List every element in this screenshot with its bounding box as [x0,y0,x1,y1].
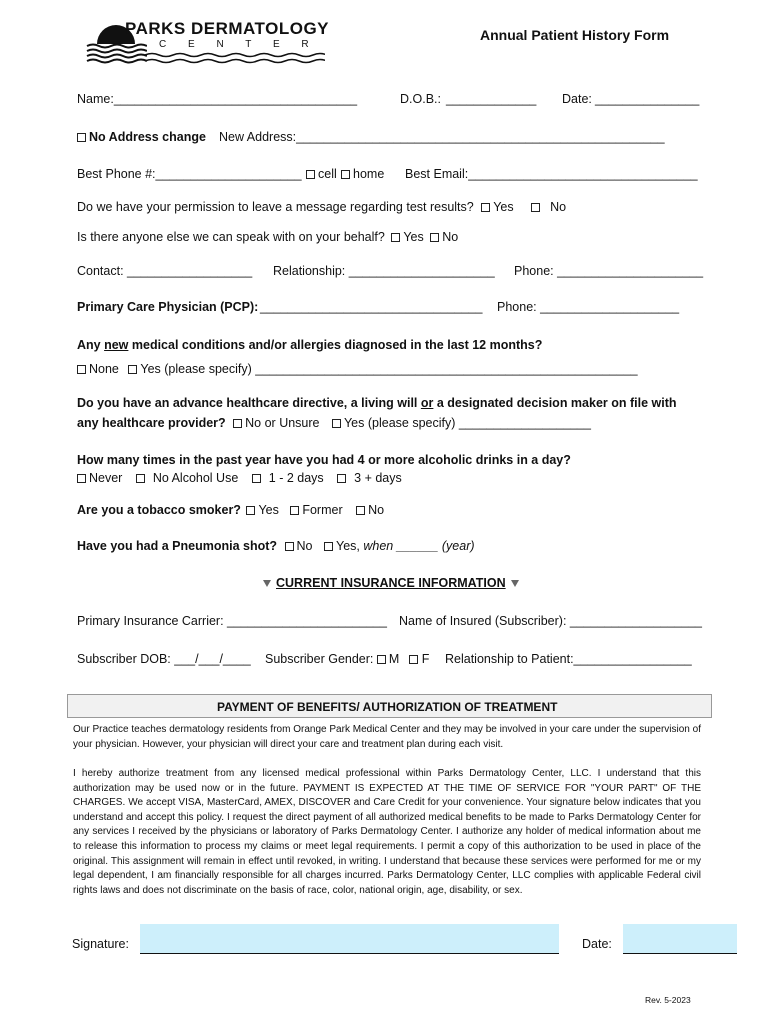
message-yes-label: Yes [493,200,514,214]
pcp-label: Primary Care Physician (PCP): [77,300,259,314]
conditions-yes-field[interactable]: Yes (please specify) _______________________________________________________ [140,362,638,376]
tobacco-former-label: Former [302,503,343,517]
date-field[interactable]: _______________ [595,92,700,106]
logo-name: PARKS DERMATOLOGY [125,19,330,38]
dob-label: D.O.B.: [400,92,441,106]
relationship-to-patient-field[interactable]: Relationship to Patient:_________________ [445,652,692,666]
alcohol-never-label: Never [89,471,123,485]
alcohol-options [77,471,402,485]
behalf-question [77,230,458,244]
down-triangle-icon [510,578,520,588]
subscriber-gender-label: Subscriber Gender: [265,652,374,666]
pneumonia-yes-checkbox[interactable] [324,542,333,551]
conditions-question [77,338,542,352]
date-label: Date: [562,92,592,106]
logo-subtitle: C E N T E R [159,39,319,50]
signature-field[interactable] [140,924,559,953]
alcohol-no-use-checkbox[interactable] [136,474,145,483]
insurance-heading-text: CURRENT INSURANCE INFORMATION [276,576,506,590]
behalf-text: Is there anyone else we can speak with on your behalf? [77,230,385,244]
tobacco-question [77,503,384,517]
pneumonia-text: Have you had a Pneumonia shot? [77,539,278,553]
tobacco-no-label: No [368,503,385,517]
logo [85,14,330,66]
alcohol-no-use-label: No Alcohol Use [152,471,239,485]
tobacco-yes-label: Yes [258,503,279,517]
message-permission-question [77,200,566,214]
conditions-none-checkbox[interactable] [77,365,86,374]
pneumonia-no-checkbox[interactable] [285,542,294,551]
cell-label: cell [318,167,337,181]
name-field[interactable]: Name:___________________________________ [77,92,358,106]
tobacco-no-checkbox[interactable] [356,506,365,515]
alcohol-never-checkbox[interactable] [77,474,86,483]
signature-date-label: Date: [582,937,612,951]
cell-checkbox[interactable] [306,170,315,179]
new-address-field[interactable]: New Address:_____________________________________________________ [219,130,665,144]
insurance-heading [262,576,520,590]
directive-yes-field[interactable]: Yes (please specify) ___________________ [343,416,591,430]
contact-relationship-field[interactable]: Relationship: _____________________ [273,264,495,278]
pneumonia-question [77,539,475,553]
alcohol-3plus-checkbox[interactable] [337,474,346,483]
directive-text-or: or [420,396,434,410]
contact-field[interactable]: Contact: __________________ [77,264,253,278]
down-triangle-icon [262,578,272,588]
subscriber-gender-group [265,652,429,666]
behalf-no-label: No [442,230,459,244]
gender-f-label: F [421,652,430,666]
home-label: home [353,167,385,181]
message-no-label: No [550,200,567,214]
pcp-field[interactable]: ________________________________ [260,300,483,314]
conditions-none-label: None [89,362,119,376]
form-title: Annual Patient History Form [480,27,670,43]
message-yes-checkbox[interactable] [481,203,490,212]
contact-phone-field[interactable]: Phone: _____________________ [514,264,704,278]
message-no-checkbox[interactable] [531,203,540,212]
payment-heading: PAYMENT OF BENEFITS/ AUTHORIZATION OF TREATMENT [217,700,558,714]
directive-yes-checkbox[interactable] [332,419,341,428]
message-permission-text: Do we have your permission to leave a message regarding test results? [77,200,474,214]
directive-no-checkbox[interactable] [233,419,242,428]
revision-label: Rev. 5-2023 [645,995,691,1005]
no-address-change-option[interactable] [77,130,206,144]
subscriber-dob-field[interactable]: Subscriber DOB: ___/___/____ [77,652,251,666]
best-email-field[interactable]: Best Email:_________________________________ [405,167,698,181]
no-address-change-checkbox[interactable] [77,133,86,142]
best-phone-field[interactable]: Best Phone #:_____________________ [77,167,302,181]
cell-option[interactable] [306,167,337,181]
behalf-yes-label: Yes [403,230,424,244]
insurance-carrier-field[interactable]: Primary Insurance Carrier: _______________________ [77,614,387,628]
dob-field[interactable]: _____________ [446,92,537,106]
conditions-options [77,362,638,376]
behalf-yes-checkbox[interactable] [391,233,400,242]
alcohol-question: How many times in the past year have you had 4 or more alcoholic drinks in a day? [77,453,571,467]
gender-m-label: M [388,652,400,666]
pneumonia-when-field[interactable]: when ______ (year) [363,539,475,553]
directive-no-label: No or Unsure [245,416,320,430]
insured-name-field[interactable]: Name of Insured (Subscriber): ___________________ [399,614,702,628]
tobacco-yes-checkbox[interactable] [246,506,255,515]
gender-m-checkbox[interactable] [377,655,386,664]
alcohol-12-label: 1 - 2 days [268,471,324,485]
home-option[interactable] [341,167,384,181]
alcohol-12-checkbox[interactable] [252,474,261,483]
conditions-text-new: new [104,338,129,352]
signature-label: Signature: [72,937,129,951]
pneumonia-no-label: No [296,539,313,553]
directive-text-line2: any healthcare provider? [77,416,226,430]
payment-paragraph-1: Our Practice teaches dermatology residents from Orange Park Medical Center and they may be involved in your care under the supervision of your physician. However, your physician will direct your care and treatment plan during each visit. [73,724,701,750]
signature-date-line [623,953,737,954]
pneumonia-yes-label: Yes, [336,539,360,553]
wave-lines-icon [145,51,325,65]
conditions-yes-checkbox[interactable] [128,365,137,374]
conditions-text-pre: Any [77,338,105,352]
tobacco-text: Are you a tobacco smoker? [77,503,241,517]
gender-f-checkbox[interactable] [409,655,418,664]
alcohol-3plus-label: 3 + days [354,471,402,485]
signature-date-field[interactable] [623,924,737,953]
directive-options [77,416,591,430]
payment-paragraph-2: I hereby authorize treatment from any licensed medical professional within Parks Dermatology Center, LLC. I understand that this authorization may be used now or in the future. PAYMENT IS EXPECTED AT THE TIME OF SERVICE FOR "YOUR PART" OF THE CHARGES. We accept VISA, MasterCard, AMEX, DISCOVER and Care Credit for your convenience. Your signature below indicates that you understand and accept this policy. I request the direct payment of all authorized medical benefits to be made to Parks Dermatology Center for any services I received by the physicians or laboratory of Parks Dermatology Center. I authorize any holder of medical information about me to release this information to process my claims or meet legal requirements. I permit a copy of this authorization to be used in place of the original. This assignment will remain in effect until revoked, in writing. I understand that because these services were performed for me or my legal dependent, I am financially responsible for all charges incurred. Parks Dermatology Center, LLC complies with applicable Federal civil rights laws and does not discriminate on the basis of race, color, national origin, age, disability, or sex. [73,768,701,896]
conditions-text-post: medical conditions and/or allergies diagnosed in the last 12 months? [128,338,543,352]
signature-line [140,953,559,954]
directive-text-post: a designated decision maker on file with [433,396,677,410]
home-checkbox[interactable] [341,170,350,179]
directive-text-pre: Do you have an advance healthcare directive, a living will [77,396,421,410]
no-address-change-label: No Address change [89,130,206,144]
tobacco-former-checkbox[interactable] [290,506,299,515]
behalf-no-checkbox[interactable] [430,233,439,242]
pcp-phone-field[interactable]: Phone: ____________________ [497,300,680,314]
directive-question [77,396,677,410]
